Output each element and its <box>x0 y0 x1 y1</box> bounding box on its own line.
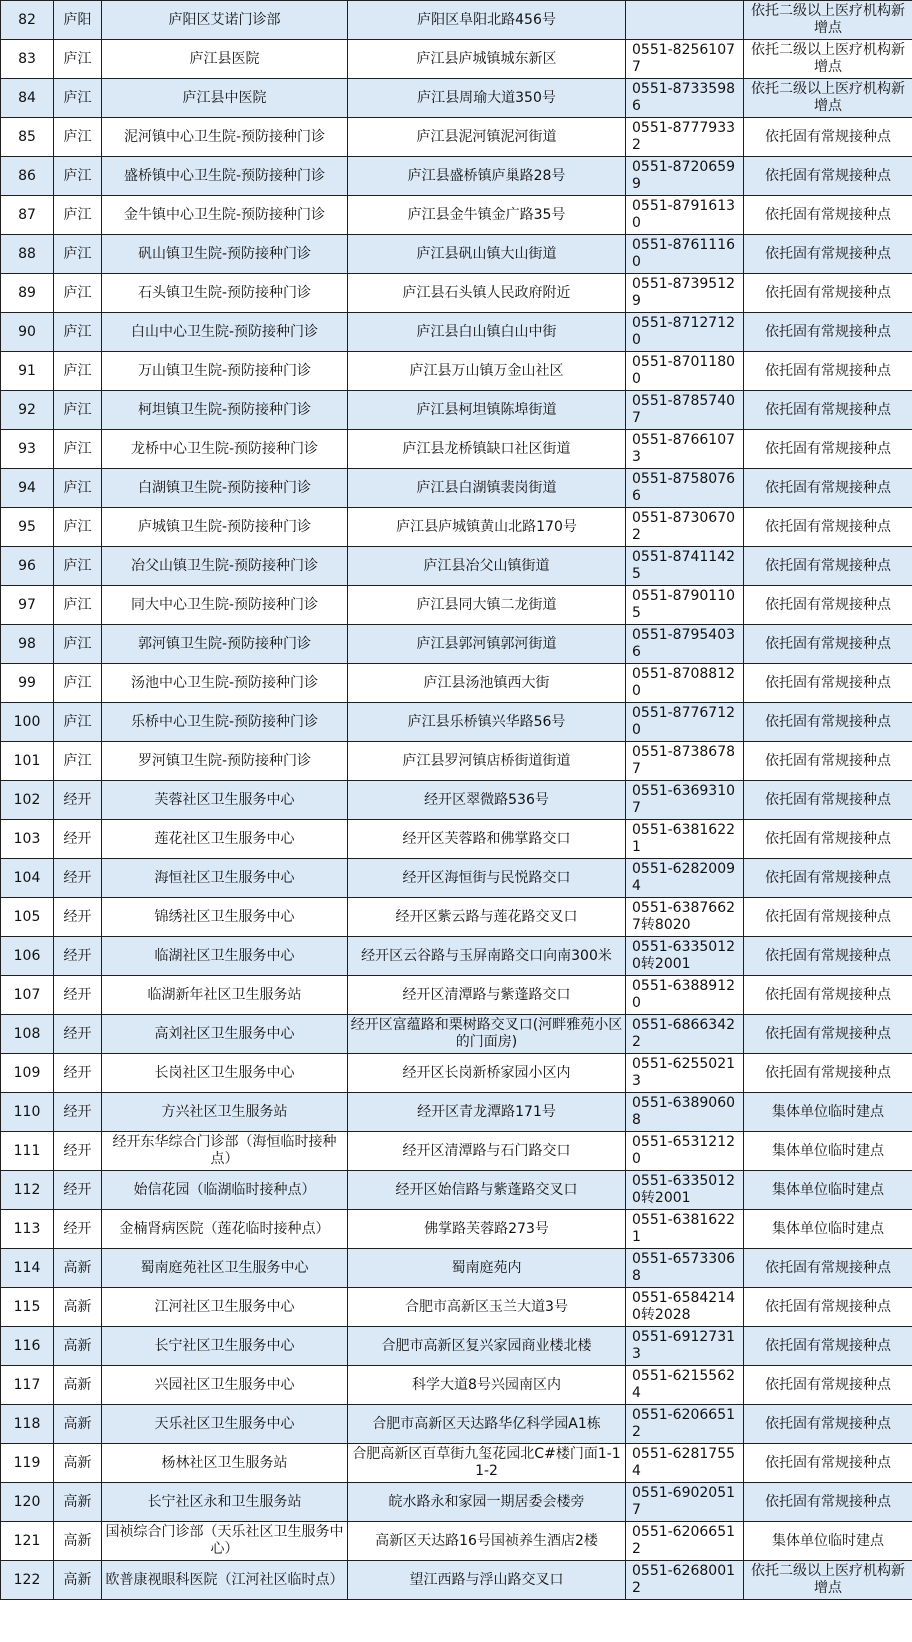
table-row <box>1 1366 912 1405</box>
address-cell: 庐江县龙桥镇缺口社区街道 <box>348 430 626 469</box>
table-row <box>1 79 912 118</box>
row-number-cell: 111 <box>1 1132 54 1171</box>
district-cell: 庐江 <box>54 196 102 235</box>
site-type-cell: 集体单位临时建点 <box>744 1522 912 1561</box>
row-number-cell: 93 <box>1 430 54 469</box>
table-row <box>1 703 912 742</box>
site-name-cell: 经开东华综合门诊部（海恒临时接种点） <box>102 1132 348 1171</box>
row-number-cell: 102 <box>1 781 54 820</box>
address-cell: 经开区紫云路与莲花路交叉口 <box>348 898 626 937</box>
site-name-cell: 庐江县医院 <box>102 40 348 79</box>
row-number-cell: 107 <box>1 976 54 1015</box>
district-cell: 高新 <box>54 1366 102 1405</box>
address-cell: 庐江县万山镇万金山社区 <box>348 352 626 391</box>
address-cell: 庐江县金牛镇金广路35号 <box>348 196 626 235</box>
table-row <box>1 937 912 976</box>
site-type-cell: 集体单位临时建点 <box>744 1171 912 1210</box>
table-row <box>1 235 912 274</box>
district-cell: 高新 <box>54 1444 102 1483</box>
table-row <box>1 1561 912 1600</box>
phone-cell: 0551-63876627转8020 <box>626 898 744 937</box>
row-number-cell: 116 <box>1 1327 54 1366</box>
site-name-cell: 欧普康视眼科医院（江河社区临时点） <box>102 1561 348 1600</box>
address-cell: 庐江县庐城镇城东新区 <box>348 40 626 79</box>
table-row <box>1 391 912 430</box>
district-cell: 庐江 <box>54 586 102 625</box>
site-name-cell: 江河社区卫生服务中心 <box>102 1288 348 1327</box>
table-row <box>1 781 912 820</box>
address-cell: 庐江县同大镇二龙街道 <box>348 586 626 625</box>
phone-cell: 0551-87386787 <box>626 742 744 781</box>
table-row <box>1 1249 912 1288</box>
address-cell: 庐江县郭河镇郭河街道 <box>348 625 626 664</box>
site-type-cell: 依托固有常规接种点 <box>744 664 912 703</box>
row-number-cell: 82 <box>1 1 54 40</box>
address-cell: 庐江县乐桥镇兴华路56号 <box>348 703 626 742</box>
site-name-cell: 长岗社区卫生服务中心 <box>102 1054 348 1093</box>
row-number-cell: 112 <box>1 1171 54 1210</box>
site-type-cell: 依托固有常规接种点 <box>744 274 912 313</box>
address-cell: 庐江县矾山镇大山街道 <box>348 235 626 274</box>
row-number-cell: 114 <box>1 1249 54 1288</box>
address-cell: 庐阳区阜阳北路456号 <box>348 1 626 40</box>
district-cell: 庐江 <box>54 742 102 781</box>
phone-cell: 0551-87088120 <box>626 664 744 703</box>
table-row <box>1 1 912 40</box>
site-type-cell: 依托固有常规接种点 <box>744 1249 912 1288</box>
address-cell: 科学大道8号兴园南区内 <box>348 1366 626 1405</box>
table-row <box>1 1210 912 1249</box>
site-name-cell: 乐桥中心卫生院-预防接种门诊 <box>102 703 348 742</box>
site-name-cell: 盛桥镇中心卫生院-预防接种门诊 <box>102 157 348 196</box>
table-row <box>1 625 912 664</box>
district-cell: 庐江 <box>54 118 102 157</box>
address-cell: 佛掌路芙蓉路273号 <box>348 1210 626 1249</box>
district-cell: 经开 <box>54 781 102 820</box>
table-row <box>1 1054 912 1093</box>
phone-cell: 0551-65312120 <box>626 1132 744 1171</box>
row-number-cell: 105 <box>1 898 54 937</box>
row-number-cell: 99 <box>1 664 54 703</box>
row-number-cell: 121 <box>1 1522 54 1561</box>
table-row <box>1 196 912 235</box>
site-type-cell: 集体单位临时建点 <box>744 1093 912 1132</box>
address-cell: 庐江县冶父山镇街道 <box>348 547 626 586</box>
address-cell: 经开区始信路与紫蓬路交叉口 <box>348 1171 626 1210</box>
row-number-cell: 118 <box>1 1405 54 1444</box>
site-type-cell: 依托固有常规接种点 <box>744 547 912 586</box>
table-row <box>1 118 912 157</box>
site-name-cell: 国祯综合门诊部（天乐社区卫生服务中心） <box>102 1522 348 1561</box>
site-name-cell: 金牛镇中心卫生院-预防接种门诊 <box>102 196 348 235</box>
phone-cell <box>626 1 744 40</box>
district-cell: 庐江 <box>54 508 102 547</box>
row-number-cell: 103 <box>1 820 54 859</box>
address-cell: 经开区富蕴路和栗树路交叉口(河畔雅苑小区的门面房) <box>348 1015 626 1054</box>
site-name-cell: 莲花社区卫生服务中心 <box>102 820 348 859</box>
phone-cell: 0551-62820094 <box>626 859 744 898</box>
row-number-cell: 85 <box>1 118 54 157</box>
row-number-cell: 104 <box>1 859 54 898</box>
table-row <box>1 547 912 586</box>
address-cell: 庐江县盛桥镇庐巢路28号 <box>348 157 626 196</box>
address-cell: 经开区清潭路与石门路交口 <box>348 1132 626 1171</box>
site-name-cell: 长宁社区永和卫生服务站 <box>102 1483 348 1522</box>
phone-cell: 0551-65733068 <box>626 1249 744 1288</box>
table-row <box>1 469 912 508</box>
phone-cell: 0551-87611160 <box>626 235 744 274</box>
address-cell: 庐江县石头镇人民政府附近 <box>348 274 626 313</box>
phone-cell: 0551-62155624 <box>626 1366 744 1405</box>
phone-cell: 0551-87901105 <box>626 586 744 625</box>
district-cell: 高新 <box>54 1327 102 1366</box>
phone-cell: 0551-69127313 <box>626 1327 744 1366</box>
table-row <box>1 1444 912 1483</box>
phone-cell: 0551-63816221 <box>626 1210 744 1249</box>
site-type-cell: 集体单位临时建点 <box>744 1132 912 1171</box>
district-cell: 经开 <box>54 1054 102 1093</box>
site-type-cell: 依托固有常规接种点 <box>744 391 912 430</box>
table-row <box>1 664 912 703</box>
table-row <box>1 508 912 547</box>
address-cell: 经开区翠微路536号 <box>348 781 626 820</box>
address-cell: 庐江县泥河镇泥河街道 <box>348 118 626 157</box>
table-row <box>1 313 912 352</box>
phone-cell: 0551-87916130 <box>626 196 744 235</box>
site-name-cell: 柯坦镇卫生院-预防接种门诊 <box>102 391 348 430</box>
site-name-cell: 罗河镇卫生院-预防接种门诊 <box>102 742 348 781</box>
site-name-cell: 临湖新年社区卫生服务站 <box>102 976 348 1015</box>
district-cell: 高新 <box>54 1483 102 1522</box>
table-row <box>1 1132 912 1171</box>
site-name-cell: 金楠肾病医院（莲花临时接种点） <box>102 1210 348 1249</box>
phone-cell: 0551-87011800 <box>626 352 744 391</box>
address-cell: 经开区长岗新桥家园小区内 <box>348 1054 626 1093</box>
row-number-cell: 92 <box>1 391 54 430</box>
site-name-cell: 白山中心卫生院-预防接种门诊 <box>102 313 348 352</box>
address-cell: 高新区天达路16号国祯养生酒店2楼 <box>348 1522 626 1561</box>
site-type-cell: 依托固有常规接种点 <box>744 352 912 391</box>
district-cell: 庐江 <box>54 391 102 430</box>
address-cell: 庐江县汤池镇西大街 <box>348 664 626 703</box>
site-type-cell: 依托固有常规接种点 <box>744 1015 912 1054</box>
district-cell: 庐江 <box>54 547 102 586</box>
district-cell: 经开 <box>54 937 102 976</box>
phone-cell: 0551-82561077 <box>626 40 744 79</box>
address-cell: 经开区海恒街与民悦路交口 <box>348 859 626 898</box>
row-number-cell: 117 <box>1 1366 54 1405</box>
table-row <box>1 430 912 469</box>
site-name-cell: 天乐社区卫生服务中心 <box>102 1405 348 1444</box>
phone-cell: 0551-62066512 <box>626 1405 744 1444</box>
district-cell: 庐江 <box>54 235 102 274</box>
phone-cell: 0551-65842140转2028 <box>626 1288 744 1327</box>
site-type-cell: 依托固有常规接种点 <box>744 508 912 547</box>
address-cell: 合肥市高新区玉兰大道3号 <box>348 1288 626 1327</box>
table-row <box>1 820 912 859</box>
table-row <box>1 40 912 79</box>
site-type-cell: 依托二级以上医疗机构新增点 <box>744 79 912 118</box>
site-type-cell: 集体单位临时建点 <box>744 1210 912 1249</box>
district-cell: 高新 <box>54 1249 102 1288</box>
district-cell: 庐江 <box>54 664 102 703</box>
district-cell: 经开 <box>54 820 102 859</box>
row-number-cell: 91 <box>1 352 54 391</box>
site-type-cell: 依托二级以上医疗机构新增点 <box>744 40 912 79</box>
district-cell: 庐江 <box>54 469 102 508</box>
district-cell: 庐江 <box>54 274 102 313</box>
row-number-cell: 94 <box>1 469 54 508</box>
table-row <box>1 1327 912 1366</box>
phone-cell: 0551-87127120 <box>626 313 744 352</box>
row-number-cell: 110 <box>1 1093 54 1132</box>
address-cell: 经开区青龙潭路171号 <box>348 1093 626 1132</box>
site-type-cell: 依托固有常规接种点 <box>744 703 912 742</box>
site-name-cell: 杨林社区卫生服务站 <box>102 1444 348 1483</box>
site-type-cell: 依托二级以上医疗机构新增点 <box>744 1 912 40</box>
phone-cell: 0551-87395129 <box>626 274 744 313</box>
row-number-cell: 83 <box>1 40 54 79</box>
district-cell: 经开 <box>54 898 102 937</box>
address-cell: 合肥市高新区复兴家园商业楼北楼 <box>348 1327 626 1366</box>
site-name-cell: 锦绣社区卫生服务中心 <box>102 898 348 937</box>
row-number-cell: 98 <box>1 625 54 664</box>
site-name-cell: 泥河镇中心卫生院-预防接种门诊 <box>102 118 348 157</box>
site-type-cell: 依托固有常规接种点 <box>744 820 912 859</box>
site-type-cell: 依托固有常规接种点 <box>744 1444 912 1483</box>
row-number-cell: 122 <box>1 1561 54 1600</box>
district-cell: 经开 <box>54 859 102 898</box>
site-type-cell: 依托固有常规接种点 <box>744 196 912 235</box>
district-cell: 经开 <box>54 1015 102 1054</box>
address-cell: 经开区芙蓉路和佛掌路交口 <box>348 820 626 859</box>
district-cell: 经开 <box>54 1171 102 1210</box>
district-cell: 经开 <box>54 976 102 1015</box>
table-row <box>1 976 912 1015</box>
address-cell: 皖水路永和家园一期居委会楼旁 <box>348 1483 626 1522</box>
site-name-cell: 兴园社区卫生服务中心 <box>102 1366 348 1405</box>
phone-cell: 0551-62550213 <box>626 1054 744 1093</box>
district-cell: 经开 <box>54 1132 102 1171</box>
phone-cell: 0551-87335986 <box>626 79 744 118</box>
address-cell: 庐江县庐城镇黄山北路170号 <box>348 508 626 547</box>
address-cell: 庐江县罗河镇店桥街道街道 <box>348 742 626 781</box>
site-type-cell: 依托固有常规接种点 <box>744 118 912 157</box>
row-number-cell: 115 <box>1 1288 54 1327</box>
address-cell: 经开区清潭路与紫蓬路交口 <box>348 976 626 1015</box>
address-cell: 庐江县白湖镇裴岗街道 <box>348 469 626 508</box>
site-type-cell: 依托固有常规接种点 <box>744 976 912 1015</box>
phone-cell: 0551-87306702 <box>626 508 744 547</box>
row-number-cell: 100 <box>1 703 54 742</box>
site-type-cell: 依托固有常规接种点 <box>744 586 912 625</box>
district-cell: 经开 <box>54 1210 102 1249</box>
site-name-cell: 矾山镇卫生院-预防接种门诊 <box>102 235 348 274</box>
address-cell: 合肥高新区百草街九玺花园北C#楼门面1-1 1-2 <box>348 1444 626 1483</box>
district-cell: 庐江 <box>54 79 102 118</box>
table-row <box>1 1015 912 1054</box>
site-name-cell: 汤池中心卫生院-预防接种门诊 <box>102 664 348 703</box>
phone-cell: 0551-87767120 <box>626 703 744 742</box>
phone-cell: 0551-62680012 <box>626 1561 744 1600</box>
phone-cell: 0551-62066512 <box>626 1522 744 1561</box>
site-type-cell: 依托固有常规接种点 <box>744 1288 912 1327</box>
site-type-cell: 依托固有常规接种点 <box>744 742 912 781</box>
table-row <box>1 1093 912 1132</box>
site-type-cell: 依托固有常规接种点 <box>744 1483 912 1522</box>
table-row <box>1 1288 912 1327</box>
phone-cell: 0551-63889120 <box>626 976 744 1015</box>
phone-cell: 0551-87661073 <box>626 430 744 469</box>
district-cell: 庐江 <box>54 157 102 196</box>
site-type-cell: 依托固有常规接种点 <box>744 1054 912 1093</box>
phone-cell: 0551-63350120转2001 <box>626 1171 744 1210</box>
site-name-cell: 冶父山镇卫生院-预防接种门诊 <box>102 547 348 586</box>
row-number-cell: 109 <box>1 1054 54 1093</box>
site-name-cell: 庐城镇卫生院-预防接种门诊 <box>102 508 348 547</box>
address-cell: 庐江县白山镇白山中街 <box>348 313 626 352</box>
row-number-cell: 108 <box>1 1015 54 1054</box>
district-cell: 庐江 <box>54 40 102 79</box>
phone-cell: 0551-87580766 <box>626 469 744 508</box>
district-cell: 高新 <box>54 1561 102 1600</box>
site-name-cell: 万山镇卫生院-预防接种门诊 <box>102 352 348 391</box>
phone-cell: 0551-63890608 <box>626 1093 744 1132</box>
site-name-cell: 芙蓉社区卫生服务中心 <box>102 781 348 820</box>
row-number-cell: 106 <box>1 937 54 976</box>
table-row <box>1 586 912 625</box>
table-row <box>1 1171 912 1210</box>
site-type-cell: 依托固有常规接种点 <box>744 235 912 274</box>
address-cell: 庐江县柯坦镇陈埠街道 <box>348 391 626 430</box>
phone-cell: 0551-87206599 <box>626 157 744 196</box>
phone-cell: 0551-62817554 <box>626 1444 744 1483</box>
site-name-cell: 海恒社区卫生服务中心 <box>102 859 348 898</box>
phone-cell: 0551-69020517 <box>626 1483 744 1522</box>
site-name-cell: 龙桥中心卫生院-预防接种门诊 <box>102 430 348 469</box>
table-row <box>1 1522 912 1561</box>
site-type-cell: 依托固有常规接种点 <box>744 1327 912 1366</box>
district-cell: 庐江 <box>54 352 102 391</box>
site-name-cell: 蜀南庭苑社区卫生服务中心 <box>102 1249 348 1288</box>
table-row <box>1 1405 912 1444</box>
district-cell: 经开 <box>54 1093 102 1132</box>
row-number-cell: 90 <box>1 313 54 352</box>
district-cell: 高新 <box>54 1405 102 1444</box>
site-type-cell: 依托固有常规接种点 <box>744 937 912 976</box>
address-cell: 望江西路与浮山路交叉口 <box>348 1561 626 1600</box>
row-number-cell: 97 <box>1 586 54 625</box>
row-number-cell: 95 <box>1 508 54 547</box>
row-number-cell: 86 <box>1 157 54 196</box>
address-cell: 蜀南庭苑内 <box>348 1249 626 1288</box>
table-row <box>1 742 912 781</box>
address-cell: 合肥市高新区天达路华亿科学园A1栋 <box>348 1405 626 1444</box>
site-name-cell: 白湖镇卫生院-预防接种门诊 <box>102 469 348 508</box>
phone-cell: 0551-87954036 <box>626 625 744 664</box>
row-number-cell: 120 <box>1 1483 54 1522</box>
site-name-cell: 庐阳区艾诺门诊部 <box>102 1 348 40</box>
phone-cell: 0551-87857407 <box>626 391 744 430</box>
district-cell: 庐江 <box>54 313 102 352</box>
row-number-cell: 87 <box>1 196 54 235</box>
site-name-cell: 临湖社区卫生服务中心 <box>102 937 348 976</box>
site-type-cell: 依托固有常规接种点 <box>744 313 912 352</box>
site-name-cell: 高刘社区卫生服务中心 <box>102 1015 348 1054</box>
site-type-cell: 依托二级以上医疗机构新增点 <box>744 1561 912 1600</box>
site-type-cell: 依托固有常规接种点 <box>744 1366 912 1405</box>
site-type-cell: 依托固有常规接种点 <box>744 1405 912 1444</box>
district-cell: 庐江 <box>54 430 102 469</box>
site-name-cell: 石头镇卫生院-预防接种门诊 <box>102 274 348 313</box>
site-type-cell: 依托固有常规接种点 <box>744 157 912 196</box>
site-type-cell: 依托固有常规接种点 <box>744 430 912 469</box>
address-cell: 庐江县周瑜大道350号 <box>348 79 626 118</box>
site-name-cell: 郭河镇卫生院-预防接种门诊 <box>102 625 348 664</box>
site-name-cell: 长宁社区卫生服务中心 <box>102 1327 348 1366</box>
site-type-cell: 依托固有常规接种点 <box>744 898 912 937</box>
site-name-cell: 同大中心卫生院-预防接种门诊 <box>102 586 348 625</box>
table-row <box>1 157 912 196</box>
site-name-cell: 庐江县中医院 <box>102 79 348 118</box>
phone-cell: 0551-87411425 <box>626 547 744 586</box>
site-type-cell: 依托固有常规接种点 <box>744 859 912 898</box>
row-number-cell: 89 <box>1 274 54 313</box>
phone-cell: 0551-63816221 <box>626 820 744 859</box>
table-row <box>1 274 912 313</box>
row-number-cell: 101 <box>1 742 54 781</box>
row-number-cell: 96 <box>1 547 54 586</box>
site-name-cell: 方兴社区卫生服务站 <box>102 1093 348 1132</box>
district-cell: 庐江 <box>54 625 102 664</box>
table-row <box>1 898 912 937</box>
district-cell: 高新 <box>54 1288 102 1327</box>
row-number-cell: 119 <box>1 1444 54 1483</box>
row-number-cell: 84 <box>1 79 54 118</box>
phone-cell: 0551-63350120转2001 <box>626 937 744 976</box>
address-cell: 经开区云谷路与玉屏南路交口向南300米 <box>348 937 626 976</box>
table-row <box>1 859 912 898</box>
phone-cell: 0551-68663422 <box>626 1015 744 1054</box>
site-type-cell: 依托固有常规接种点 <box>744 781 912 820</box>
table-row <box>1 1483 912 1522</box>
district-cell: 庐江 <box>54 703 102 742</box>
site-name-cell: 始信花园（临湖临时接种点） <box>102 1171 348 1210</box>
district-cell: 庐阳 <box>54 1 102 40</box>
row-number-cell: 88 <box>1 235 54 274</box>
district-cell: 高新 <box>54 1522 102 1561</box>
row-number-cell: 113 <box>1 1210 54 1249</box>
site-type-cell: 依托固有常规接种点 <box>744 469 912 508</box>
table-body <box>1 1 912 1600</box>
table-row <box>1 352 912 391</box>
phone-cell: 0551-87779332 <box>626 118 744 157</box>
phone-cell: 0551-63693107 <box>626 781 744 820</box>
site-type-cell: 依托固有常规接种点 <box>744 625 912 664</box>
